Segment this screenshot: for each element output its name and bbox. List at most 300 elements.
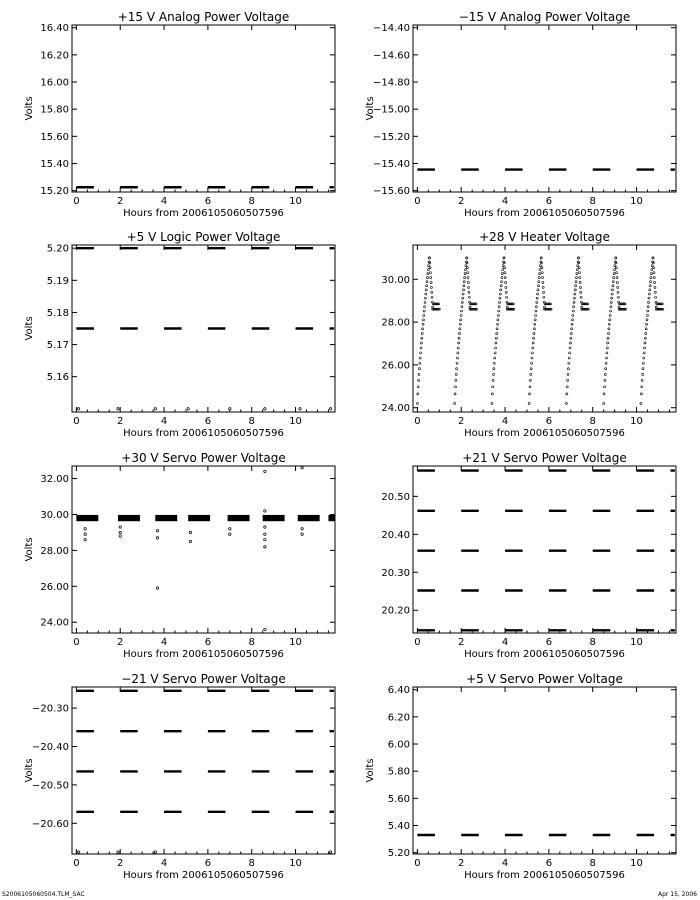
data-point bbox=[418, 379, 420, 381]
data-layer bbox=[416, 257, 663, 405]
data-point bbox=[569, 342, 571, 344]
y-tick-label: 5.20 bbox=[46, 243, 69, 255]
data-point bbox=[462, 297, 464, 299]
data-point bbox=[496, 328, 498, 330]
data-point bbox=[607, 342, 609, 344]
data-point bbox=[605, 357, 607, 359]
data-point bbox=[427, 273, 429, 275]
x-tick-label: 4 bbox=[501, 858, 509, 869]
data-point bbox=[117, 851, 119, 853]
data-point bbox=[229, 528, 231, 530]
data-point bbox=[454, 386, 456, 388]
data-point bbox=[580, 296, 582, 298]
data-point bbox=[494, 357, 496, 359]
x-tick-label: 4 bbox=[501, 637, 509, 648]
data-point bbox=[455, 373, 457, 375]
y-tick-label: 15.60 bbox=[40, 131, 69, 143]
chart-title: +21 V Servo Power Voltage bbox=[462, 451, 627, 465]
data-point bbox=[642, 362, 644, 364]
data-point bbox=[650, 281, 652, 283]
data-point bbox=[189, 531, 191, 533]
data-point bbox=[502, 269, 504, 271]
x-tick-label: 8 bbox=[248, 637, 255, 648]
data-point bbox=[189, 540, 191, 542]
data-point bbox=[609, 314, 611, 316]
data-point bbox=[538, 281, 540, 283]
data-point bbox=[427, 269, 429, 271]
data-point bbox=[640, 402, 642, 404]
x-axis-label: Hours from 2006105060507596 bbox=[123, 208, 284, 219]
data-point bbox=[423, 314, 425, 316]
data-point bbox=[646, 323, 648, 325]
data-band-segment bbox=[263, 515, 285, 521]
data-point bbox=[539, 273, 541, 275]
y-tick-label: 28.00 bbox=[381, 317, 410, 329]
data-point bbox=[609, 319, 611, 321]
data-point bbox=[505, 281, 507, 283]
data-point bbox=[84, 533, 86, 535]
y-tick-label: 6.20 bbox=[387, 712, 410, 724]
y-tick-label: 26.00 bbox=[40, 581, 69, 593]
x-axis-label: Hours from 2006105060507596 bbox=[464, 208, 625, 219]
data-point bbox=[647, 306, 649, 308]
data-point bbox=[428, 265, 430, 267]
data-point bbox=[417, 386, 419, 388]
x-tick-label: 6 bbox=[545, 637, 553, 648]
data-point bbox=[539, 265, 541, 267]
data-point bbox=[572, 310, 574, 312]
data-point bbox=[424, 301, 426, 303]
y-tick-label: 15.20 bbox=[40, 186, 69, 198]
data-point bbox=[575, 277, 577, 279]
x-tick-label: 10 bbox=[289, 858, 302, 869]
data-point bbox=[504, 277, 506, 279]
data-point bbox=[655, 296, 657, 298]
chart-title: −21 V Servo Power Voltage bbox=[121, 672, 286, 686]
data-point bbox=[614, 269, 616, 271]
data-point bbox=[568, 357, 570, 359]
x-tick-label: 0 bbox=[73, 196, 80, 207]
data-point bbox=[606, 347, 608, 349]
x-tick-label: 4 bbox=[501, 196, 509, 207]
x-tick-label: 10 bbox=[630, 196, 643, 207]
plot-frame bbox=[413, 25, 676, 192]
data-point bbox=[604, 379, 606, 381]
data-band-segment bbox=[118, 515, 140, 521]
x-tick-label: 2 bbox=[117, 416, 124, 427]
x-tick-label: 6 bbox=[204, 858, 212, 869]
data-point bbox=[459, 328, 461, 330]
data-point bbox=[531, 362, 533, 364]
data-point bbox=[615, 257, 617, 259]
data-point bbox=[654, 291, 656, 293]
data-point bbox=[644, 342, 646, 344]
data-point bbox=[466, 267, 468, 269]
data-point bbox=[530, 368, 532, 370]
y-tick-label: 15.40 bbox=[40, 158, 69, 170]
y-tick-label: 5.16 bbox=[46, 372, 69, 384]
data-point bbox=[430, 277, 432, 279]
data-point bbox=[613, 277, 615, 279]
data-point bbox=[464, 273, 466, 275]
data-point bbox=[264, 546, 266, 548]
data-point bbox=[420, 342, 422, 344]
data-point bbox=[77, 408, 79, 410]
data-point bbox=[613, 273, 615, 275]
data-point bbox=[535, 310, 537, 312]
data-point bbox=[617, 296, 619, 298]
data-point bbox=[465, 265, 467, 267]
y-tick-label: 30.00 bbox=[40, 509, 69, 521]
data-point bbox=[612, 285, 614, 287]
data-point bbox=[616, 277, 618, 279]
data-point bbox=[543, 291, 545, 293]
data-point bbox=[651, 265, 653, 267]
data-point bbox=[462, 293, 464, 295]
data-point bbox=[653, 277, 655, 279]
data-point bbox=[461, 301, 463, 303]
data-point bbox=[612, 289, 614, 291]
data-point bbox=[539, 269, 541, 271]
data-point bbox=[577, 265, 579, 267]
data-point bbox=[532, 347, 534, 349]
data-point bbox=[429, 267, 431, 269]
x-tick-label: 0 bbox=[414, 196, 421, 207]
y-axis-label: Volts bbox=[24, 537, 35, 562]
data-point bbox=[491, 402, 493, 404]
data-point bbox=[538, 277, 540, 279]
data-point bbox=[455, 379, 457, 381]
data-point bbox=[536, 301, 538, 303]
data-point bbox=[429, 272, 431, 274]
data-point bbox=[426, 285, 428, 287]
chart-panel-5 bbox=[24, 451, 335, 660]
data-point bbox=[529, 386, 531, 388]
data-point bbox=[497, 323, 499, 325]
chart-title: +15 V Analog Power Voltage bbox=[117, 10, 290, 24]
y-tick-label: −20.60 bbox=[31, 818, 69, 830]
data-point bbox=[500, 285, 502, 287]
data-point bbox=[84, 528, 86, 530]
x-tick-label: 2 bbox=[117, 637, 124, 648]
data-point bbox=[566, 393, 568, 395]
data-point bbox=[652, 257, 654, 259]
data-point bbox=[565, 402, 567, 404]
data-point bbox=[419, 357, 421, 359]
data-point bbox=[495, 342, 497, 344]
data-layer bbox=[417, 471, 675, 631]
y-tick-label: 20.20 bbox=[381, 605, 410, 617]
data-point bbox=[329, 408, 331, 410]
data-point bbox=[422, 319, 424, 321]
y-tick-label: −15.40 bbox=[372, 158, 410, 170]
data-point bbox=[574, 293, 576, 295]
data-point bbox=[604, 373, 606, 375]
y-tick-label: 5.18 bbox=[46, 307, 69, 319]
y-tick-label: −14.40 bbox=[372, 23, 410, 35]
x-axis-label: Hours from 2006105060507596 bbox=[464, 428, 625, 439]
data-point bbox=[573, 306, 575, 308]
data-band-segment bbox=[155, 515, 177, 521]
y-axis-label: Volts bbox=[24, 316, 35, 341]
data-point bbox=[416, 402, 418, 404]
y-tick-label: −20.40 bbox=[31, 742, 69, 754]
x-tick-label: 8 bbox=[589, 858, 596, 869]
data-point bbox=[301, 467, 303, 469]
x-tick-label: 4 bbox=[160, 196, 168, 207]
data-layer bbox=[76, 691, 334, 853]
y-tick-label: 28.00 bbox=[40, 545, 69, 557]
data-point bbox=[650, 273, 652, 275]
data-point bbox=[650, 277, 652, 279]
data-point bbox=[535, 314, 537, 316]
data-point bbox=[612, 281, 614, 283]
data-point bbox=[459, 323, 461, 325]
data-point bbox=[618, 306, 620, 308]
data-point bbox=[498, 306, 500, 308]
data-point bbox=[605, 368, 607, 370]
data-point bbox=[575, 281, 577, 283]
data-point bbox=[462, 289, 464, 291]
y-tick-label: 5.17 bbox=[46, 340, 69, 352]
data-point bbox=[430, 281, 432, 283]
data-point bbox=[457, 352, 459, 354]
data-point bbox=[500, 289, 502, 291]
chart-title: −15 V Analog Power Voltage bbox=[458, 10, 631, 24]
data-point bbox=[643, 352, 645, 354]
x-tick-label: 6 bbox=[545, 416, 553, 427]
y-axis-label: Volts bbox=[24, 96, 35, 121]
source-file-label: S2006105060504.TLM_SAC bbox=[2, 891, 85, 898]
data-point bbox=[506, 296, 508, 298]
data-point bbox=[432, 306, 434, 308]
data-layer bbox=[76, 467, 335, 631]
y-tick-label: 16.20 bbox=[40, 50, 69, 62]
y-tick-label: −20.50 bbox=[31, 780, 69, 792]
x-tick-label: 8 bbox=[589, 196, 596, 207]
data-point bbox=[458, 342, 460, 344]
data-point bbox=[542, 277, 544, 279]
x-tick-label: 0 bbox=[73, 637, 80, 648]
data-point bbox=[460, 319, 462, 321]
x-tick-label: 4 bbox=[160, 637, 168, 648]
x-tick-label: 6 bbox=[545, 196, 553, 207]
data-point bbox=[530, 373, 532, 375]
chart-panel-2 bbox=[365, 10, 676, 219]
data-point bbox=[576, 273, 578, 275]
data-point bbox=[537, 293, 539, 295]
data-point bbox=[454, 402, 456, 404]
data-point bbox=[529, 393, 531, 395]
data-point bbox=[418, 368, 420, 370]
data-point bbox=[422, 328, 424, 330]
data-point bbox=[644, 347, 646, 349]
data-point bbox=[543, 296, 545, 298]
data-point bbox=[649, 289, 651, 291]
data-point bbox=[299, 408, 301, 410]
y-tick-label: 15.80 bbox=[40, 104, 69, 116]
data-point bbox=[460, 310, 462, 312]
x-tick-label: 6 bbox=[204, 196, 212, 207]
plot-frame bbox=[413, 687, 676, 854]
data-point bbox=[606, 352, 608, 354]
x-tick-label: 0 bbox=[73, 858, 80, 869]
data-point bbox=[578, 267, 580, 269]
data-point bbox=[156, 529, 158, 531]
data-point bbox=[579, 281, 581, 283]
data-point bbox=[301, 528, 303, 530]
data-point bbox=[458, 337, 460, 339]
data-point bbox=[566, 386, 568, 388]
chart-panel-4 bbox=[381, 230, 676, 439]
data-point bbox=[579, 277, 581, 279]
data-point bbox=[534, 323, 536, 325]
data-point bbox=[506, 306, 508, 308]
data-point bbox=[654, 286, 656, 288]
data-point bbox=[424, 297, 426, 299]
x-tick-label: 10 bbox=[289, 637, 302, 648]
x-tick-label: 0 bbox=[414, 416, 421, 427]
y-tick-label: 16.40 bbox=[40, 23, 69, 35]
data-point bbox=[496, 332, 498, 334]
chart-title: +5 V Servo Power Voltage bbox=[466, 672, 623, 686]
data-point bbox=[502, 265, 504, 267]
data-point bbox=[536, 297, 538, 299]
data-point bbox=[467, 281, 469, 283]
data-point bbox=[578, 272, 580, 274]
data-point bbox=[84, 538, 86, 540]
data-point bbox=[605, 362, 607, 364]
data-point bbox=[264, 408, 266, 410]
data-point bbox=[229, 533, 231, 535]
data-point bbox=[615, 267, 617, 269]
data-point bbox=[577, 257, 579, 259]
chart-title: +5 V Logic Power Voltage bbox=[126, 230, 281, 244]
data-point bbox=[607, 337, 609, 339]
data-point bbox=[469, 306, 471, 308]
data-point bbox=[504, 272, 506, 274]
data-point bbox=[501, 273, 503, 275]
data-point bbox=[458, 332, 460, 334]
y-tick-label: 16.00 bbox=[40, 77, 69, 89]
data-point bbox=[498, 310, 500, 312]
data-point bbox=[607, 332, 609, 334]
data-point bbox=[614, 265, 616, 267]
data-point bbox=[421, 332, 423, 334]
data-point bbox=[571, 319, 573, 321]
data-point bbox=[497, 314, 499, 316]
data-point bbox=[430, 286, 432, 288]
data-point bbox=[505, 286, 507, 288]
data-point bbox=[647, 310, 649, 312]
data-point bbox=[264, 628, 266, 630]
data-point bbox=[119, 526, 121, 528]
x-axis-label: Hours from 2006105060507596 bbox=[464, 870, 625, 881]
data-point bbox=[571, 323, 573, 325]
chart-panel-3 bbox=[24, 230, 335, 439]
chart-panel-6 bbox=[381, 451, 676, 660]
y-tick-label: 6.00 bbox=[387, 739, 410, 751]
x-tick-label: 10 bbox=[630, 637, 643, 648]
plot-frame bbox=[72, 466, 335, 633]
data-point bbox=[575, 285, 577, 287]
x-axis-label: Hours from 2006105060507596 bbox=[123, 870, 284, 881]
data-point bbox=[264, 538, 266, 540]
x-tick-label: 2 bbox=[117, 858, 124, 869]
y-tick-label: −15.00 bbox=[372, 104, 410, 116]
y-tick-label: −15.20 bbox=[372, 131, 410, 143]
data-point bbox=[568, 362, 570, 364]
data-point bbox=[580, 291, 582, 293]
x-tick-label: 0 bbox=[414, 858, 421, 869]
data-point bbox=[572, 314, 574, 316]
data-point bbox=[468, 291, 470, 293]
x-tick-label: 6 bbox=[204, 637, 212, 648]
y-axis-label: Volts bbox=[365, 96, 376, 121]
data-point bbox=[533, 337, 535, 339]
x-tick-label: 8 bbox=[248, 416, 255, 427]
date-label: Apr 15, 2006 bbox=[657, 891, 697, 898]
chart-title: +30 V Servo Power Voltage bbox=[121, 451, 286, 465]
data-point bbox=[653, 267, 655, 269]
data-point bbox=[610, 310, 612, 312]
data-point bbox=[464, 277, 466, 279]
data-point bbox=[573, 301, 575, 303]
x-tick-label: 2 bbox=[458, 196, 465, 207]
data-point bbox=[492, 379, 494, 381]
data-point bbox=[641, 386, 643, 388]
data-point bbox=[544, 306, 546, 308]
data-point bbox=[454, 393, 456, 395]
data-point bbox=[654, 281, 656, 283]
data-point bbox=[641, 379, 643, 381]
y-axis-label: Volts bbox=[365, 758, 376, 783]
x-tick-label: 2 bbox=[117, 196, 124, 207]
data-point bbox=[535, 306, 537, 308]
y-tick-label: −20.30 bbox=[31, 703, 69, 715]
y-tick-label: 5.40 bbox=[387, 820, 410, 832]
data-point bbox=[425, 289, 427, 291]
data-point bbox=[640, 393, 642, 395]
data-point bbox=[540, 257, 542, 259]
data-point bbox=[648, 301, 650, 303]
data-point bbox=[301, 533, 303, 535]
chart-panel-8 bbox=[365, 672, 676, 881]
data-point bbox=[574, 289, 576, 291]
data-point bbox=[528, 402, 530, 404]
x-tick-label: 0 bbox=[73, 416, 80, 427]
data-point bbox=[154, 851, 156, 853]
data-point bbox=[573, 297, 575, 299]
chart-panel-7 bbox=[24, 672, 335, 881]
y-tick-label: 5.60 bbox=[387, 793, 410, 805]
data-point bbox=[531, 352, 533, 354]
data-point bbox=[603, 386, 605, 388]
data-point bbox=[608, 323, 610, 325]
data-point bbox=[617, 291, 619, 293]
y-tick-label: 26.00 bbox=[381, 360, 410, 372]
data-point bbox=[456, 362, 458, 364]
data-point bbox=[420, 347, 422, 349]
data-point bbox=[537, 285, 539, 287]
data-point bbox=[457, 347, 459, 349]
data-point bbox=[505, 291, 507, 293]
data-point bbox=[499, 297, 501, 299]
y-tick-label: 5.20 bbox=[387, 848, 410, 860]
data-point bbox=[467, 277, 469, 279]
data-band-segment bbox=[328, 515, 335, 521]
data-band-segment bbox=[228, 515, 250, 521]
